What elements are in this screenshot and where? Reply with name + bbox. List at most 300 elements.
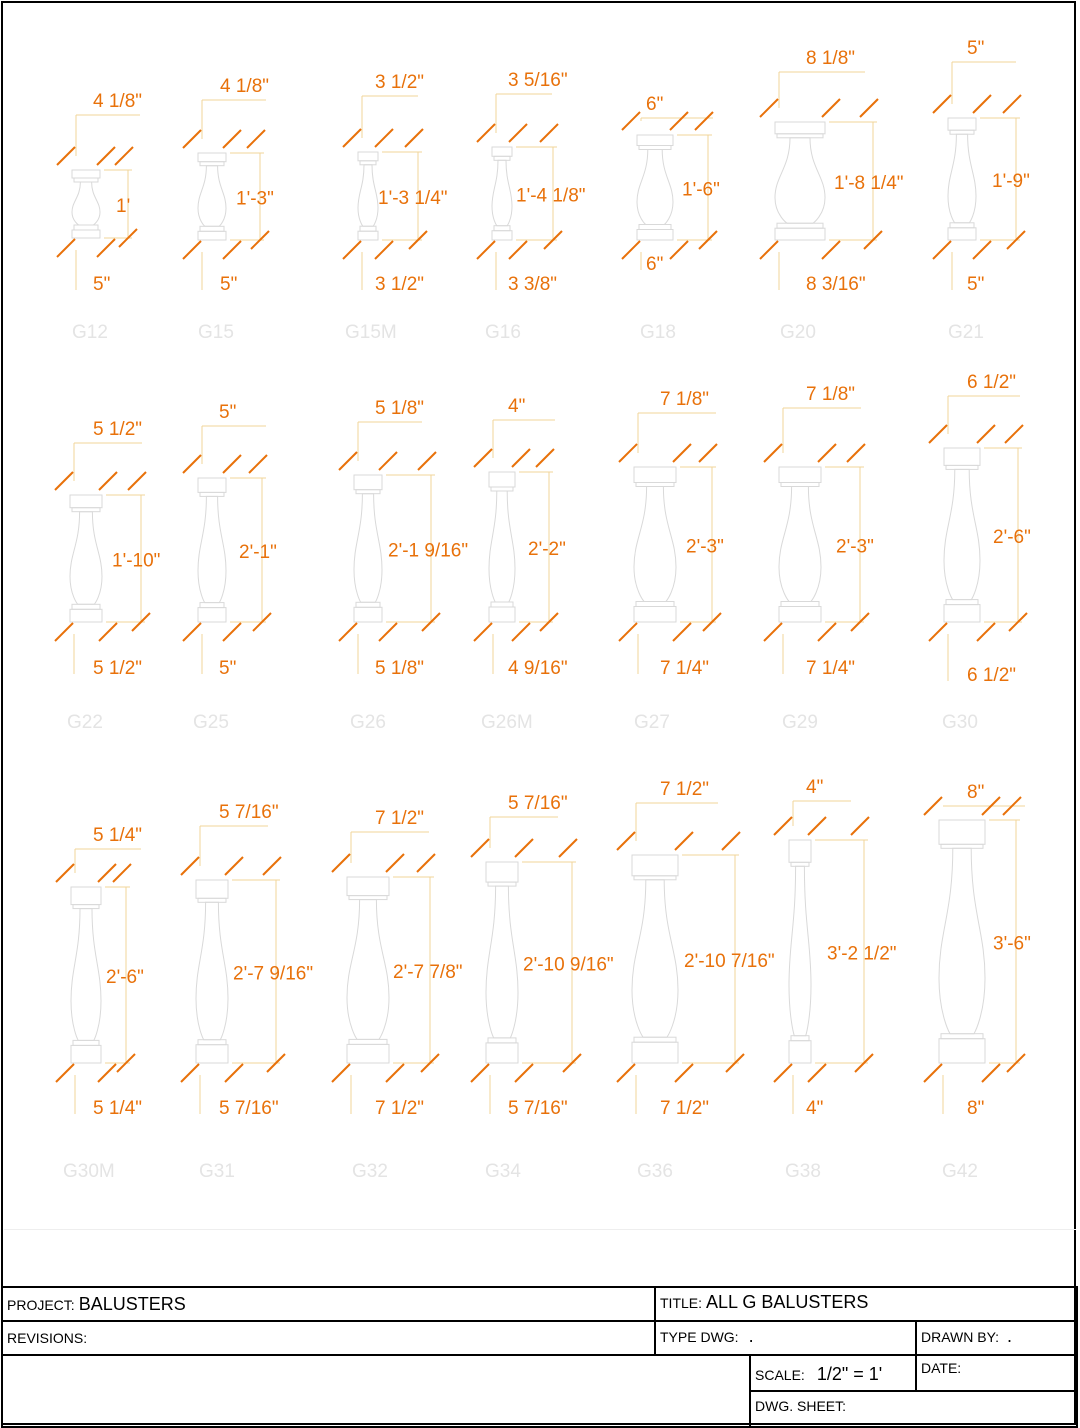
dimension-tick <box>622 241 640 259</box>
baluster-base <box>347 1044 389 1063</box>
baluster-cap <box>632 855 678 876</box>
dimension-tick <box>977 623 995 641</box>
baluster-collar <box>941 1034 983 1039</box>
baluster-cap <box>634 467 676 483</box>
top-width-label: 7 1/8" <box>660 389 710 410</box>
dimension-tick <box>617 832 635 850</box>
baluster-collar <box>494 156 510 160</box>
dimension-tick <box>343 129 361 147</box>
top-width-label: 3 1/2" <box>375 72 425 93</box>
dimension-tick <box>1003 95 1021 113</box>
bottom-width-label: 7 1/4" <box>660 658 710 679</box>
baluster-base <box>198 231 226 240</box>
baluster-collar <box>198 1040 226 1045</box>
top-width-label: 7 1/2" <box>375 808 425 829</box>
baluster-shaft <box>70 512 102 605</box>
baluster-collar <box>634 876 676 880</box>
baluster-id-label: G42 <box>942 1161 978 1182</box>
bottom-width-label: 5 7/16" <box>219 1098 279 1119</box>
height-label: 2'-1 9/16" <box>388 540 469 562</box>
top-width-label: 4" <box>806 777 824 798</box>
baluster-cap <box>789 840 811 862</box>
drawn-by-value: . <box>1007 1326 1013 1346</box>
dimension-tick <box>933 95 951 113</box>
baluster-collar <box>491 602 513 607</box>
dimension-tick <box>774 817 792 835</box>
height-label: 2'-6" <box>106 967 144 988</box>
baluster-base <box>486 1043 518 1063</box>
baluster-collar <box>360 161 376 165</box>
bottom-width-label: 5 1/8" <box>375 658 425 679</box>
baluster-shaft <box>358 165 378 226</box>
dimension-tick <box>128 472 146 490</box>
baluster-id-label: G34 <box>485 1161 521 1182</box>
baluster-base <box>634 607 676 623</box>
dwg-sheet-cell <box>749 1390 1078 1428</box>
title-value: ALL G BALUSTERS <box>706 1292 869 1312</box>
baluster-cap <box>72 170 100 178</box>
baluster-id-label: G31 <box>199 1161 235 1182</box>
dimension-tick <box>379 452 397 470</box>
dimension-tick <box>929 623 947 641</box>
baluster-base <box>775 228 825 240</box>
baluster-base <box>70 609 102 622</box>
bottom-width-label: 7 1/2" <box>660 1098 710 1119</box>
baluster-id-label: G16 <box>485 322 521 343</box>
project-label: PROJECT: <box>7 1297 75 1313</box>
baluster-collar <box>636 602 674 607</box>
height-label: 1'-3" <box>236 188 274 210</box>
dimension-tick <box>760 99 778 117</box>
scale-value: 1/2" = 1' <box>816 1364 883 1384</box>
dimension-tick <box>386 1064 404 1082</box>
baluster-collar <box>73 905 99 909</box>
dimension-tick <box>339 452 357 470</box>
baluster-collar <box>791 1036 809 1041</box>
baluster-collar <box>74 178 98 182</box>
baluster-collar <box>639 225 671 230</box>
baluster-collar <box>72 604 100 609</box>
dimension-tick <box>247 130 265 148</box>
dimension-tick <box>223 455 241 473</box>
baluster-id-label: G25 <box>193 712 229 733</box>
height-label: 2'-1" <box>239 542 277 563</box>
baluster-shaft <box>72 182 100 225</box>
baluster-collar <box>639 146 671 150</box>
baluster-cap <box>948 118 976 130</box>
dimension-tick <box>183 623 201 641</box>
baluster-g32 <box>347 808 463 1182</box>
dimension-tick <box>183 130 201 148</box>
dimension-tick <box>619 623 637 641</box>
dimension-tick <box>113 864 131 882</box>
baluster-collar <box>950 223 974 228</box>
dimension-tick <box>99 472 117 490</box>
dimension-tick <box>559 839 577 857</box>
dimension-tick <box>515 839 533 857</box>
notes-cell <box>1 1354 751 1428</box>
project-value: BALUSTERS <box>78 1294 186 1314</box>
baluster-g26 <box>350 398 468 733</box>
baluster-collar <box>777 223 823 228</box>
dimension-tick <box>764 444 782 462</box>
baluster-cap <box>492 147 512 156</box>
dimension-tick <box>722 832 740 850</box>
title-label: TITLE: <box>660 1295 703 1311</box>
dimension-tick <box>509 241 527 259</box>
baluster-base <box>196 1045 228 1063</box>
baluster-collar <box>491 487 513 491</box>
type-dwg-label: TYPE DWG: <box>660 1329 739 1345</box>
dimension-tick <box>512 623 530 641</box>
dimension-tick <box>99 623 117 641</box>
dimension-tick <box>405 129 423 147</box>
dimension-tick <box>223 130 241 148</box>
baluster-shaft <box>637 150 673 225</box>
top-width-label: 7 1/8" <box>806 384 856 405</box>
dimension-tick <box>818 623 836 641</box>
baluster-collar <box>946 600 978 605</box>
baluster-collar <box>356 490 380 494</box>
dimension-tick <box>332 854 350 872</box>
bottom-width-label: 7 1/2" <box>375 1098 425 1119</box>
baluster-g15 <box>198 76 274 343</box>
baluster-shaft <box>486 886 518 1038</box>
bottom-width-label: 5" <box>220 274 238 295</box>
baluster-collar <box>200 603 224 608</box>
height-label: 1'-4 1/8" <box>516 185 586 207</box>
bottom-width-label: 5" <box>219 658 237 679</box>
baluster-id-label: G20 <box>780 322 816 343</box>
top-width-label: 4" <box>508 396 526 417</box>
dimension-tick <box>617 1064 635 1082</box>
dimension-tick <box>98 1064 116 1082</box>
height-label: 1'-8 1/4" <box>834 173 904 194</box>
baluster-base <box>948 228 976 240</box>
baluster-base <box>354 607 382 622</box>
dimension-tick <box>695 112 713 130</box>
baluster-base <box>637 230 673 241</box>
baluster-base <box>489 607 515 622</box>
bottom-width-label: 3 3/8" <box>508 274 558 295</box>
baluster-shaft <box>347 900 389 1040</box>
dimension-tick <box>332 1064 350 1082</box>
bottom-width-label: 4" <box>806 1098 824 1119</box>
dimension-tick <box>675 832 693 850</box>
dimension-tick <box>929 425 947 443</box>
dimension-tick <box>55 472 73 490</box>
top-width-label: 5 7/16" <box>219 802 279 823</box>
baluster-g25 <box>193 402 277 733</box>
bottom-width-label: 4 9/16" <box>508 658 568 679</box>
baluster-collar <box>349 1039 387 1044</box>
baluster-id-label: G29 <box>782 712 818 733</box>
baluster-id-label: G21 <box>948 322 984 343</box>
baluster-base <box>358 231 378 240</box>
top-width-label: 5" <box>967 38 985 59</box>
baluster-cap <box>198 478 226 492</box>
baluster-id-label: G12 <box>72 322 108 343</box>
dimension-tick <box>223 241 241 259</box>
dimension-tick <box>808 817 826 835</box>
revisions-cell <box>1 1320 656 1356</box>
drawn-by-label: DRAWN BY: <box>921 1329 1000 1345</box>
bottom-width-label: 8 3/16" <box>806 274 866 295</box>
baluster-collar <box>488 882 516 886</box>
dimension-tick <box>818 444 836 462</box>
baluster-collar <box>200 226 224 231</box>
revisions-label: REVISIONS: <box>7 1330 88 1346</box>
height-label: 1'-9" <box>992 171 1030 192</box>
top-width-label: 4 1/8" <box>93 91 143 112</box>
dimension-tick <box>477 241 495 259</box>
baluster-g34 <box>485 793 614 1182</box>
top-width-label: 5 1/4" <box>93 825 143 846</box>
baluster-collar <box>636 483 674 487</box>
baluster-collar <box>360 226 376 231</box>
dimension-tick <box>386 854 404 872</box>
bottom-width-label: 6 1/2" <box>967 665 1017 686</box>
height-label: 3'-6" <box>993 933 1031 955</box>
dimension-tick <box>847 444 865 462</box>
baluster-cap <box>354 475 382 490</box>
baluster-g21 <box>948 38 1030 343</box>
baluster-g26m <box>481 396 568 733</box>
baluster-collar <box>634 1037 676 1042</box>
baluster-shaft <box>198 166 226 227</box>
baluster-base <box>632 1042 678 1063</box>
top-width-label: 6 1/2" <box>967 372 1017 393</box>
baluster-base <box>939 1039 985 1063</box>
dimension-tick <box>97 239 115 257</box>
height-label: 2'-7 7/8" <box>393 962 463 983</box>
baluster-g30 <box>942 372 1031 733</box>
dimension-tick <box>670 112 688 130</box>
baluster-g31 <box>196 802 313 1182</box>
baluster-collar <box>349 896 387 900</box>
baluster-id-label: G27 <box>634 712 670 733</box>
baluster-collar <box>941 844 983 848</box>
height-label: 2'-10 9/16" <box>523 954 614 976</box>
baluster-cap <box>358 152 378 161</box>
baluster-collar <box>494 226 510 231</box>
dimension-tick <box>339 623 357 641</box>
baluster-shaft <box>944 469 980 599</box>
height-label: 1'-3 1/4" <box>378 188 448 209</box>
baluster-collar <box>950 130 974 134</box>
top-width-label: 5 1/8" <box>375 398 425 419</box>
height-label: 1' <box>116 196 131 217</box>
baluster-shaft <box>948 134 976 223</box>
baluster-id-label: G38 <box>785 1161 821 1182</box>
dimension-tick <box>225 857 243 875</box>
baluster-collar <box>73 1040 99 1045</box>
baluster-base <box>72 230 100 238</box>
dimension-tick <box>675 1064 693 1082</box>
dimension-tick <box>474 623 492 641</box>
baluster-collar <box>488 1038 516 1043</box>
baluster-cap <box>637 135 673 146</box>
dimension-tick <box>851 817 869 835</box>
baluster-cap <box>347 877 389 896</box>
dimension-tick <box>760 241 778 259</box>
dimension-tick <box>471 839 489 857</box>
dimension-tick <box>699 444 717 462</box>
height-label: 2'-3" <box>686 536 724 558</box>
dimension-tick <box>822 241 840 259</box>
dimension-tick <box>670 241 688 259</box>
height-label: 3'-2 1/2" <box>827 943 897 965</box>
height-label: 2'-2" <box>528 539 566 560</box>
top-width-label: 5 1/2" <box>93 419 143 440</box>
baluster-cap <box>489 472 515 487</box>
baluster-cap <box>779 467 821 483</box>
dimension-tick <box>774 1064 792 1082</box>
height-label: 2'-10 7/16" <box>684 951 775 972</box>
dwg-sheet-label: DWG. SHEET: <box>755 1398 847 1414</box>
title-cell <box>654 1286 1078 1322</box>
dimension-tick <box>418 452 436 470</box>
baluster-collar <box>198 898 226 902</box>
date-label: DATE: <box>921 1360 962 1376</box>
dimension-tick <box>808 1064 826 1082</box>
dimension-tick <box>417 854 435 872</box>
baluster-g27 <box>634 389 724 733</box>
baluster-id-label: G15M <box>345 322 397 343</box>
height-label: 2'-7 9/16" <box>233 963 314 985</box>
dimension-tick <box>98 864 116 882</box>
dimension-tick <box>860 99 878 117</box>
dimension-tick <box>225 1064 243 1082</box>
baluster-cap <box>486 862 518 882</box>
scale-cell <box>749 1354 917 1392</box>
baluster-id-label: G22 <box>67 712 103 733</box>
baluster-base <box>779 607 821 623</box>
baluster-base <box>492 231 512 240</box>
baluster-id-label: G15 <box>198 322 234 343</box>
dimension-tick <box>183 455 201 473</box>
bottom-width-label: 8" <box>967 1098 985 1119</box>
baluster-g12 <box>72 91 142 343</box>
baluster-base <box>944 605 980 622</box>
baluster-shaft <box>789 866 811 1035</box>
dimension-tick <box>477 124 495 142</box>
dimension-tick <box>982 1064 1000 1082</box>
baluster-g16 <box>485 70 586 343</box>
project-cell <box>1 1286 656 1322</box>
dimension-tick <box>183 241 201 259</box>
baluster-id-label: G26M <box>481 712 533 733</box>
height-label: 2'-6" <box>993 527 1031 548</box>
bottom-width-label: 5 1/4" <box>93 1098 143 1119</box>
dimension-tick <box>55 623 73 641</box>
baluster-id-label: G36 <box>637 1161 673 1182</box>
bottom-width-label: 5 1/2" <box>93 658 143 679</box>
dimension-tick <box>673 444 691 462</box>
dimension-tick <box>471 1064 489 1082</box>
baluster-cap <box>196 880 228 898</box>
bottom-width-label: 5" <box>93 274 111 295</box>
dimension-tick <box>343 241 361 259</box>
baluster-shaft <box>198 496 226 602</box>
dimension-tick <box>973 95 991 113</box>
dimension-tick <box>515 1064 533 1082</box>
top-width-label: 8" <box>967 782 985 803</box>
baluster-collar <box>791 862 809 866</box>
height-label: 1'-6" <box>682 179 720 201</box>
baluster-g20 <box>775 48 904 343</box>
dimension-tick <box>57 239 75 257</box>
dimension-tick <box>181 857 199 875</box>
baluster-g38 <box>785 777 897 1182</box>
bottom-width-label: 3 1/2" <box>375 274 425 295</box>
baluster-id-label: G26 <box>350 712 386 733</box>
bottom-width-label: 5" <box>967 274 985 295</box>
baluster-g22 <box>67 419 160 733</box>
baluster-g15m <box>345 72 448 343</box>
dimension-tick <box>181 1064 199 1082</box>
baluster-g29 <box>779 384 874 733</box>
top-width-label: 3 5/16" <box>508 70 568 91</box>
baluster-shaft <box>779 487 821 602</box>
baluster-shaft <box>196 902 228 1039</box>
baluster-g42 <box>939 782 1031 1182</box>
type-dwg-cell <box>654 1320 917 1356</box>
dimension-tick <box>619 444 637 462</box>
dimension-tick <box>924 797 942 815</box>
dimension-tick <box>977 425 995 443</box>
dimension-tick <box>474 449 492 467</box>
title-block-separator <box>4 1229 1076 1230</box>
top-width-label: 8 1/8" <box>806 48 856 69</box>
baluster-collar <box>946 465 978 469</box>
bottom-width-label: 7 1/4" <box>806 658 856 679</box>
height-label: 1'-10" <box>112 550 161 572</box>
baluster-collar <box>781 602 819 607</box>
baluster-id-label: G18 <box>640 322 676 343</box>
dimension-tick <box>822 99 840 117</box>
dimension-tick <box>97 147 115 165</box>
baluster-collar <box>200 492 224 496</box>
baluster-shaft <box>775 138 825 223</box>
baluster-cap <box>775 122 825 134</box>
baluster-collar <box>777 134 823 138</box>
baluster-g18 <box>637 94 720 343</box>
dimension-tick <box>379 623 397 641</box>
baluster-collar <box>74 225 98 230</box>
dimension-tick <box>249 455 267 473</box>
baluster-cap <box>939 820 985 844</box>
top-width-label: 6" <box>646 94 664 115</box>
baluster-shaft <box>71 909 101 1041</box>
baluster-shaft <box>632 880 678 1037</box>
date-cell <box>915 1354 1078 1392</box>
dimension-tick <box>973 241 991 259</box>
baluster-collar <box>200 162 224 166</box>
baluster-g36 <box>632 779 775 1182</box>
baluster-collar <box>356 602 380 607</box>
title-block <box>0 1286 1080 1428</box>
baluster-base <box>198 608 226 622</box>
baluster-base <box>71 1045 101 1063</box>
baluster-id-label: G30M <box>63 1161 115 1182</box>
dimension-tick <box>933 241 951 259</box>
scale-label: SCALE: <box>755 1367 805 1383</box>
dimension-tick <box>509 124 527 142</box>
top-width-label: 7 1/2" <box>660 779 710 800</box>
bottom-width-label: 6" <box>646 254 664 275</box>
dimension-tick <box>540 124 558 142</box>
